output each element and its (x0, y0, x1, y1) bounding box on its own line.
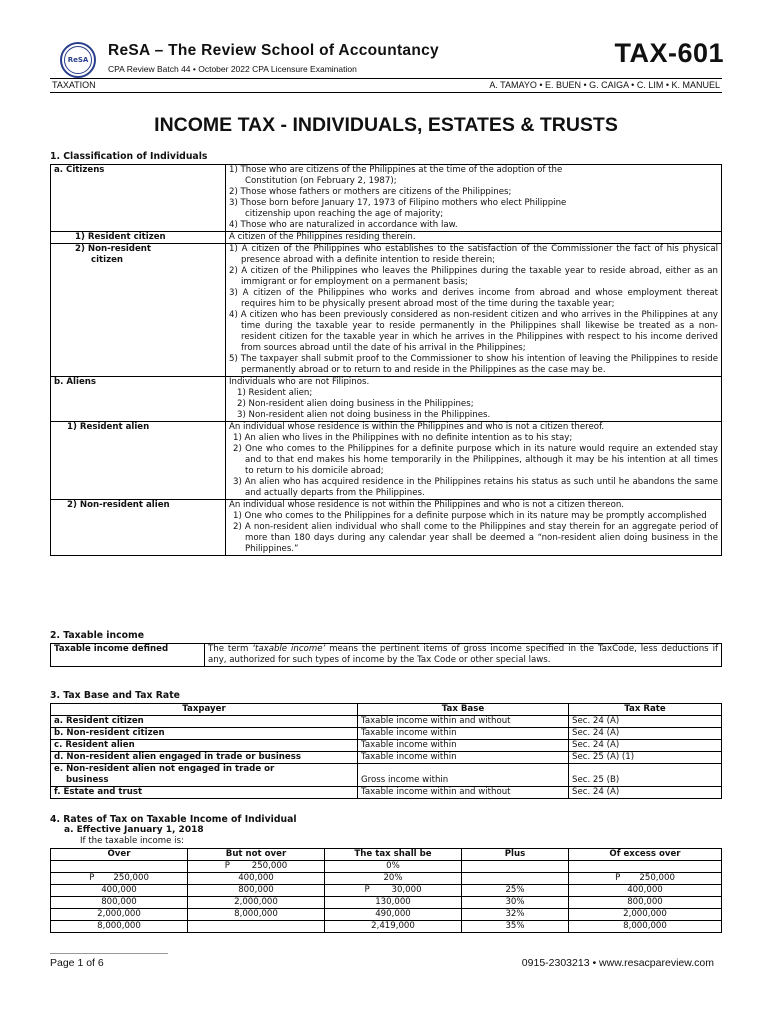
column-header: Tax Base (358, 704, 569, 716)
table-cell: 25% (462, 885, 569, 897)
table-row (51, 422, 722, 500)
school-name: ReSA – The Review School of Accountancy (108, 42, 439, 59)
table-cell (358, 764, 569, 787)
nonresident-alien-label: 2) Non-resident alien (51, 500, 226, 556)
section-2-heading: 2. Taxable income (50, 630, 145, 641)
taxable-income-label: Taxable income defined (51, 644, 205, 667)
table-cell: 130,000 (325, 897, 462, 909)
table-row (51, 232, 722, 244)
table-row (51, 897, 722, 909)
list-item: 1) Those who are citizens of the Philippines at the time of the adoption of the (229, 165, 563, 175)
page-header (50, 0, 722, 74)
cell-line: business (66, 775, 109, 785)
table-row (51, 500, 722, 556)
aliens-definition (226, 377, 722, 422)
table-cell: 400,000 (188, 873, 325, 885)
table-row (51, 921, 722, 933)
definition-text: The term (208, 644, 253, 654)
table-cell (188, 921, 325, 933)
table-cell: 8,000,000 (188, 909, 325, 921)
section-1-heading: 1. Classification of Individuals (50, 151, 208, 162)
section-4-heading: 4. Rates of Tax on Taxable Income of Individual (50, 814, 297, 825)
table-header-row (51, 704, 722, 716)
table-row (51, 764, 722, 787)
subject-label: TAXATION (52, 80, 96, 90)
document-code: TAX-601 (614, 38, 724, 68)
tax-base-rate-table (50, 703, 722, 799)
table-cell: Sec. 24 (A) (569, 787, 722, 799)
table-cell: 800,000 (569, 897, 722, 909)
table-cell: 400,000 (51, 885, 188, 897)
table-cell: 0% (325, 861, 462, 873)
definition-text: means the pertinent items of gross income specified in the TaxCode, less deductions if any, authorized for such types of income by the Tax Code or other special laws. (208, 644, 718, 665)
document-page (50, 0, 724, 969)
column-header: Over (51, 849, 188, 861)
resa-logo (60, 42, 96, 78)
table-row (51, 644, 722, 667)
table-row (51, 787, 722, 799)
column-header: Plus (462, 849, 569, 861)
table-cell: Sec. 25 (A) (1) (569, 752, 722, 764)
table-cell: 8,000,000 (51, 921, 188, 933)
cell-line: Gross income within (361, 775, 449, 785)
list-item: 2) One who comes to the Philippines for a definite purpose which in its nature would require an extended stay and to that end makes his home temporarily in the Philippines, although it may be his intention at all times to return to his domicile abroad; (233, 444, 718, 476)
list-item: 3) Those born before January 17, 1973 of Filipino mothers who elect Philippine (229, 198, 567, 208)
list-item: citizenship upon reaching the age of majority; (245, 209, 444, 219)
taxable-income-definition (205, 644, 722, 667)
column-header: Taxpayer (51, 704, 358, 716)
column-header: The tax shall be (325, 849, 462, 861)
section-4a-heading: a. Effective January 1, 2018 (64, 825, 204, 835)
batch-info: CPA Review Batch 44 • October 2022 CPA Licensure Examination (108, 64, 357, 74)
list-item: 1) Resident alien; (237, 388, 313, 398)
page-number: Page 1 of 6 (50, 957, 104, 969)
table-cell: 32% (462, 909, 569, 921)
nonresident-citizen-label (51, 244, 226, 377)
list-item: Constitution (on February 2, 1987); (245, 176, 397, 186)
table-cell: 2,419,000 (325, 921, 462, 933)
table-cell: 2,000,000 (188, 897, 325, 909)
column-header: Tax Rate (569, 704, 722, 716)
tax-rates-table (50, 848, 722, 933)
section-4a-intro: If the taxable income is: (80, 836, 184, 846)
list-item: 1) An alien who lives in the Philippines with no definite intention as to his stay; (233, 433, 573, 443)
table-cell: 8,000,000 (569, 921, 722, 933)
table-cell: Taxable income within and without (358, 787, 569, 799)
column-header: Of excess over (569, 849, 722, 861)
contact-info: 0915-2303213 • www.resacpareview.com (521, 957, 714, 969)
aliens-label: b. Aliens (51, 377, 226, 422)
list-item: 4) A citizen who has been previously considered as non-resident citizen and who arrives in the Philippines at any time during the taxable year to reside permanently in the Philippines shall likewise be treated as a non-resident citizen for the taxable year in which he arrives in the Philippines with respect to his income derived from sources abroad until the date of his arrival in the Philippines; (229, 310, 718, 353)
page-title: INCOME TAX - INDIVIDUALS, ESTATES & TRUSTS (154, 114, 618, 136)
nonresident-citizen-definition (226, 244, 722, 377)
table-cell: Taxable income within (358, 740, 569, 752)
list-item: 3) A citizen of the Philippines who works and derives income from abroad and whose employment thereat requires him to be physically present abroad most of the time during the taxable year; (229, 288, 718, 309)
cell-line: Sec. 25 (B) (572, 775, 620, 785)
list-item: 2) A non-resident alien individual who shall come to the Philippines and stay therein for an aggregate period of more than 180 days during any calendar year shall be deemed a “non-resident alien doing business in the Philippines.” (233, 522, 718, 554)
table-row (51, 861, 722, 873)
table-header-row (51, 849, 722, 861)
table-cell (51, 764, 358, 787)
table-cell: a. Resident citizen (51, 716, 358, 728)
table-row (51, 377, 722, 422)
resident-citizen-label: 1) Resident citizen (51, 232, 226, 244)
table-cell: 30% (462, 897, 569, 909)
table-cell (569, 764, 722, 787)
subject-bar (50, 78, 722, 93)
table-cell: Taxable income within (358, 752, 569, 764)
table-cell: 490,000 (325, 909, 462, 921)
table-cell (462, 861, 569, 873)
table-cell: P 250,000 (51, 873, 188, 885)
table-cell: P 30,000 (325, 885, 462, 897)
list-item: 3) Non-resident alien not doing business in the Philippines. (237, 410, 491, 420)
table-row (51, 165, 722, 232)
table-cell: 800,000 (51, 897, 188, 909)
table-cell: d. Non-resident alien engaged in trade or business (51, 752, 358, 764)
table-row (51, 728, 722, 740)
list-item: 5) The taxpayer shall submit proof to the Commissioner to show his intention of leaving the Philippines to reside permanently abroad or to return to and reside in the Philippines as the case may be. (229, 354, 718, 375)
list-item: 3) An alien who has acquired residence in the Philippines retains his status as such until he abandons the same and actually departs from the Philippines. (233, 477, 718, 498)
footer-rule (50, 953, 168, 954)
list-intro: An individual whose residence is within the Philippines and who is not a citizen thereof. (229, 422, 605, 432)
table-row (51, 873, 722, 885)
table-cell: f. Estate and trust (51, 787, 358, 799)
classification-table (50, 164, 722, 556)
table-cell: 2,000,000 (569, 909, 722, 921)
table-cell (462, 873, 569, 885)
citizens-label: a. Citizens (51, 165, 226, 232)
resident-citizen-definition: A citizen of the Philippines residing therein. (226, 232, 722, 244)
table-cell: Sec. 24 (A) (569, 740, 722, 752)
table-cell: 400,000 (569, 885, 722, 897)
table-row (51, 244, 722, 377)
table-row (51, 740, 722, 752)
authors: A. TAMAYO • E. BUEN • G. CAIGA • C. LIM • K. MANUEL (489, 80, 720, 90)
table-row (51, 716, 722, 728)
table-cell: b. Non-resident citizen (51, 728, 358, 740)
table-cell: 20% (325, 873, 462, 885)
list-item: 1) A citizen of the Philippines who establishes to the satisfaction of the Commissioner the fact of his physical presence abroad with a definite intention to reside therein; (229, 244, 718, 265)
cell-line: e. Non-resident alien not engaged in trade or (54, 764, 275, 774)
list-item: 2) A citizen of the Philippines who leaves the Philippines during the taxable year to reside abroad, either as an immigrant or for employment on a permanent basis; (229, 266, 718, 287)
list-item: 2) Non-resident alien doing business in the Philippines; (237, 399, 474, 409)
taxable-income-table (50, 643, 722, 667)
nonresident-alien-definition (226, 500, 722, 556)
table-cell: 35% (462, 921, 569, 933)
list-intro: Individuals who are not Filipinos. (229, 377, 370, 387)
table-cell: P 250,000 (569, 873, 722, 885)
list-item: 1) One who comes to the Philippines for a definite purpose which in its nature may be promptly accomplished (233, 511, 707, 521)
list-intro: An individual whose residence is not within the Philippines and who is not a citizen thereon. (229, 500, 625, 510)
table-cell: Taxable income within and without (358, 716, 569, 728)
table-cell: 2,000,000 (51, 909, 188, 921)
resident-alien-label: 1) Resident alien (51, 422, 226, 500)
table-row (51, 885, 722, 897)
table-cell: Taxable income within (358, 728, 569, 740)
citizens-definition (226, 165, 722, 232)
table-cell: P 250,000 (188, 861, 325, 873)
label-line: citizen (91, 255, 124, 265)
definition-term: ‘taxable income’ (252, 644, 326, 654)
column-header: But not over (188, 849, 325, 861)
table-cell: Sec. 24 (A) (569, 728, 722, 740)
list-item: 4) Those who are naturalized in accordance with law. (229, 220, 458, 230)
table-cell (569, 861, 722, 873)
table-cell: c. Resident alien (51, 740, 358, 752)
table-cell: 800,000 (188, 885, 325, 897)
table-row (51, 909, 722, 921)
label-line: 2) Non-resident (75, 244, 152, 254)
list-item: 2) Those whose fathers or mothers are citizens of the Philippines; (229, 187, 512, 197)
resident-alien-definition (226, 422, 722, 500)
table-row (51, 752, 722, 764)
resa-logo-text: ReSA (64, 46, 92, 74)
section-3-heading: 3. Tax Base and Tax Rate (50, 690, 180, 701)
table-cell: Sec. 24 (A) (569, 716, 722, 728)
table-cell (51, 861, 188, 873)
